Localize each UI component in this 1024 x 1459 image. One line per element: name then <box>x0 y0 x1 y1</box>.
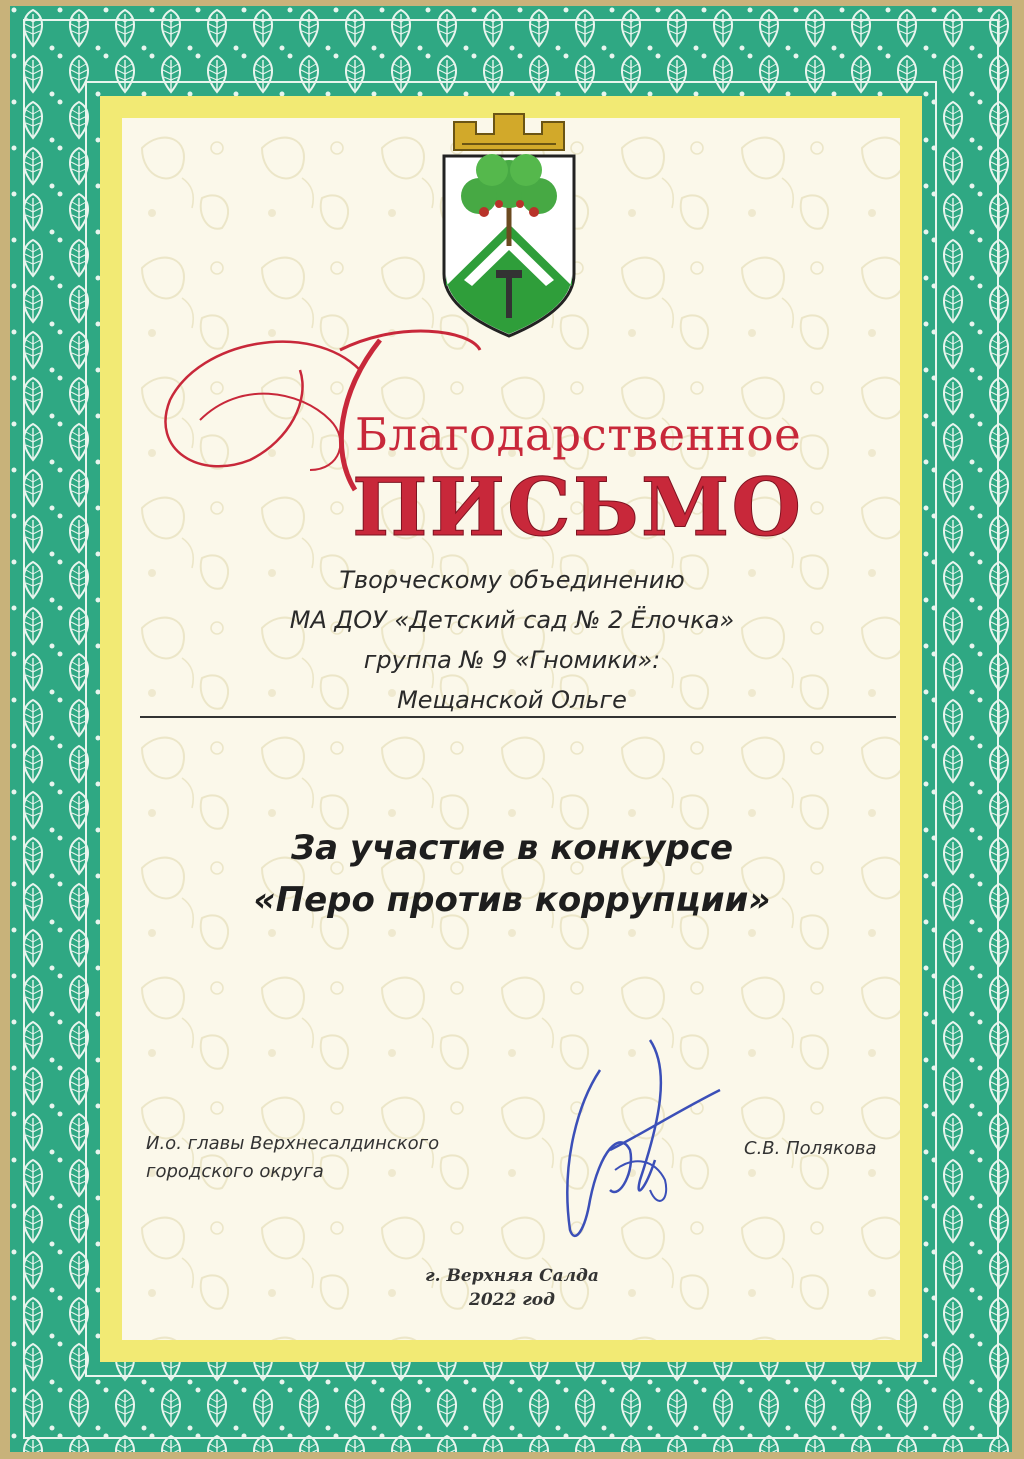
reason-block <box>112 822 912 926</box>
recipient-line: Мещанской Ольге <box>397 686 627 714</box>
signatory-title-line: городского округа <box>146 1161 324 1182</box>
divider-rule <box>140 716 896 718</box>
title-line1: Благодарственное <box>355 408 802 461</box>
year: 2022 год <box>469 1290 555 1310</box>
recipient-block <box>112 560 912 720</box>
title-line2: ПИСЬМО <box>352 460 804 554</box>
coat-of-arms-icon <box>424 104 594 344</box>
signatory-name: С.В. Полякова <box>744 1138 877 1159</box>
signatory-title <box>146 1130 439 1186</box>
recipient-line: МА ДОУ «Детский сад № 2 Ёлочка» <box>289 606 735 634</box>
recipient-line: Творческому объединению <box>339 566 685 594</box>
recipient-line: группа № 9 «Гномики»: <box>363 646 661 674</box>
place-and-year <box>112 1264 912 1312</box>
reason-line: «Перо против коррупции» <box>253 880 771 920</box>
place: г. Верхняя Салда <box>425 1266 599 1286</box>
signatory-title-line: И.о. главы Верхнесалдинского <box>146 1133 440 1154</box>
reason-line: За участие в конкурсе <box>290 828 734 868</box>
handwritten-signature <box>540 1030 730 1260</box>
